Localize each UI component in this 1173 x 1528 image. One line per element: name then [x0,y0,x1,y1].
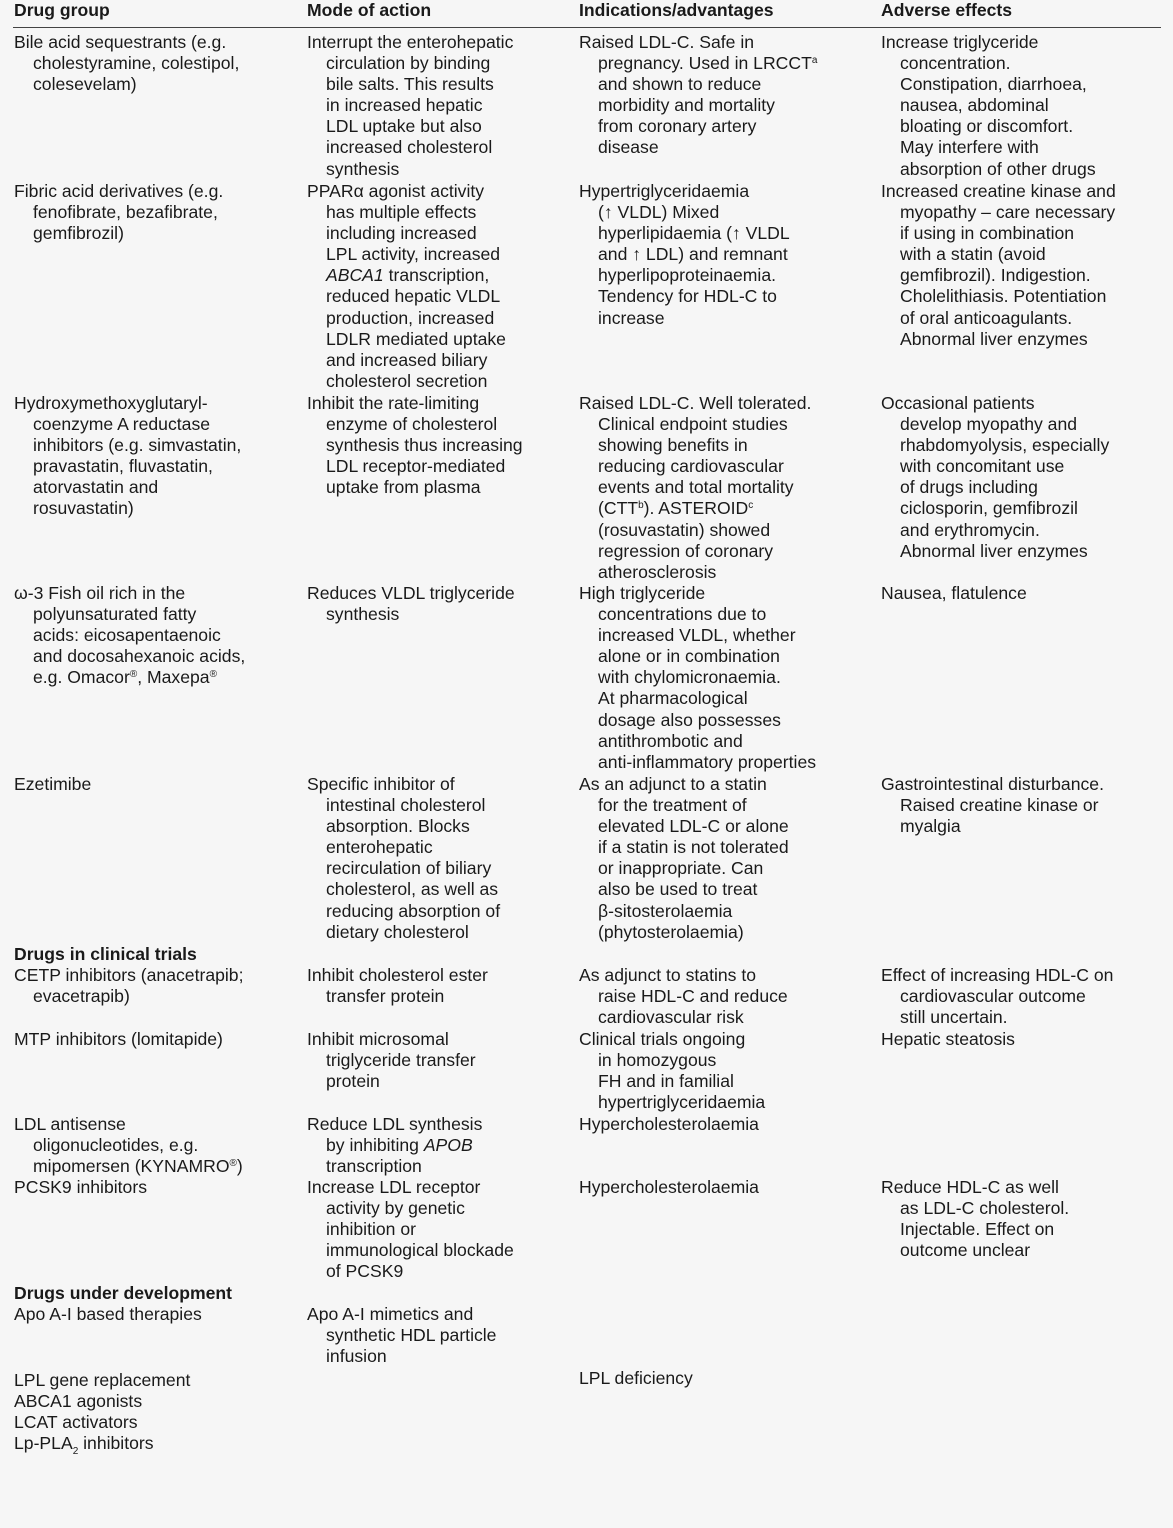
cell-line: alone or in combination [598,646,780,667]
mode-of-action-cell [307,181,572,392]
cell-line: (CTT$^b$). ASTEROID$^c$ [598,498,754,519]
drug-group-cell [14,583,299,688]
header-mode-of-action: Mode of action [307,0,432,20]
adverse-effects-cell [881,393,1166,562]
indications-cell [579,1029,874,1113]
cell-line: FH and in familial [598,1071,734,1092]
cell-line: gemfibrozil). Indigestion. [900,265,1091,286]
cell-line: disease [598,137,659,158]
cell-line: Nausea, flatulence [881,583,1027,603]
cell-line: circulation by binding [326,53,491,74]
cell-line: enzyme of cholesterol [326,414,498,435]
mode-of-action-cell [307,32,572,180]
cell-line: including increased [326,223,477,244]
footnote-marker: c [748,500,754,512]
adverse-effects-cell [881,1177,1166,1261]
mode-of-action-cell [307,965,572,1007]
cell-line: absorption. Blocks [326,816,470,837]
cell-line: Interrupt the enterohepatic [307,32,514,52]
drug-group-cell [14,1114,299,1177]
cell-line: cholesterol secretion [326,370,488,391]
cell-line: raise HDL-C and reduce [598,986,788,1007]
cell-line: if a statin is not tolerated [598,837,789,858]
cell-line: dietary cholesterol [326,921,469,942]
cell-line: showing benefits in [598,435,748,456]
cell-line: LPL activity, increased [326,244,501,265]
indications-cell [579,393,874,583]
cell-line: Abnormal liver enzymes [900,540,1088,561]
cell-line: polyunsaturated fatty [33,604,197,625]
cell-line: LCAT activators [14,1412,138,1432]
cell-line: ω-3 Fish oil rich in the [14,583,186,603]
cell-line: Raised LDL-C. Well tolerated. [579,393,812,413]
cell-line: nausea, abdominal [900,95,1049,116]
cell-line: Fibric acid derivatives (e.g. [14,181,224,201]
cell-line: acids: eicosapentaenoic [33,625,221,646]
cell-line: LDL receptor-mediated [326,456,506,477]
footnote-marker: ® [129,669,138,681]
cell-line: or inappropriate. Can [598,858,764,879]
cell-line: increased VLDL, whether [598,625,796,646]
cell-line: Increased creatine kinase and [881,181,1116,201]
cell-line: Clinical endpoint studies [598,414,788,435]
cell-line: infusion [326,1346,387,1367]
cell-line: atherosclerosis [598,561,717,582]
cell-line: inhibitors (e.g. simvastatin, [33,435,242,456]
cell-line: synthetic HDL particle [326,1325,497,1346]
cell-line: Reduce HDL-C as well [881,1177,1059,1197]
cell-line: cardiovascular risk [598,1007,744,1028]
cell-line: and shown to reduce [598,74,762,95]
cell-line: rosuvastatin) [33,498,134,519]
indications-cell [579,1368,874,1389]
adverse-effects-cell [881,181,1166,350]
cell-line: bloating or discomfort. [900,116,1074,137]
drug-group-cell [14,181,299,244]
cell-line: Abnormal liver enzymes [900,328,1088,349]
cell-line: LDL uptake but also [326,116,482,137]
indications-cell [579,965,874,1028]
cell-line: Ezetimibe [14,774,92,794]
cell-line: LDL antisense [14,1114,126,1134]
cell-line: develop myopathy and [900,414,1078,435]
cell-line: High triglyceride [579,583,706,603]
cell-line: triglyceride transfer [326,1050,476,1071]
header-adverse-effects: Adverse effects [881,0,1013,20]
cell-line: CETP inhibitors (anacetrapib; [14,965,244,985]
cell-line: PCSK9 inhibitors [14,1177,147,1197]
cell-line: synthesis thus increasing [326,435,523,456]
cell-line: PPARα agonist activity [307,181,485,201]
cell-line: atorvastatin and [33,477,159,498]
drug-group-cell [14,1370,299,1391]
cell-line: activity by genetic [326,1198,465,1219]
cell-line: Inhibit the rate-limiting [307,393,480,413]
drug-group-cell [14,1391,299,1412]
cell-line: cholestyramine, colestipol, [33,53,240,74]
cell-line: synthesis [326,604,400,625]
cell-line: LDLR mediated uptake [326,328,506,349]
drug-group-cell [14,1304,299,1325]
drug-group-cell [14,1433,299,1457]
cell-line: reducing cardiovascular [598,456,784,477]
cell-line: Raised LDL-C. Safe in [579,32,755,52]
cell-line: synthesis [326,158,400,179]
cell-line: anti-inflammatory properties [598,751,817,772]
mode-of-action-cell [307,1029,572,1092]
cell-line: Apo A-I based therapies [14,1304,202,1324]
cell-line: and ↑ LDL) and remnant [598,244,788,265]
cell-line: Increase LDL receptor [307,1177,481,1197]
mode-of-action-cell [307,1114,572,1177]
indications-cell [579,181,874,329]
cell-line: Hypercholesterolaemia [579,1177,759,1197]
cell-line: bile salts. This results [326,74,494,95]
cell-line: in increased hepatic [326,95,483,116]
footnote-marker: ® [229,1158,237,1170]
cell-line: of oral anticoagulants. [900,307,1073,328]
gene-name: APOB [423,1135,473,1156]
cell-line: Clinical trials ongoing [579,1029,746,1049]
indications-cell [579,32,874,159]
cell-line: LPL gene replacement [14,1370,191,1390]
cell-line: increase [598,307,665,328]
cell-line: as LDL-C cholesterol. [900,1198,1070,1219]
footnote-marker: b [638,500,644,512]
cell-line: and erythromycin. [900,519,1040,540]
cell-line: e.g. Omacor®, Maxepa® [33,667,217,688]
gene-name: ABCA1 [326,265,384,286]
cell-line: production, increased [326,307,495,328]
cell-line: Occasional patients [881,393,1035,413]
cell-line: with concomitant use [900,456,1065,477]
cell-line: hyperlipoproteinaemia. [598,265,776,286]
cell-line: Inhibit microsomal [307,1029,449,1049]
section-heading-under-development: Drugs under development [14,1283,232,1303]
cell-line: absorption of other drugs [900,158,1096,179]
cell-line: pregnancy. Used in LRCCT$^a$ [598,53,818,74]
adverse-effects-cell [881,32,1166,180]
cell-line: of drugs including [900,477,1038,498]
cell-line: Specific inhibitor of [307,774,455,794]
cell-line: cholesterol, as well as [326,879,499,900]
cell-line: uptake from plasma [326,477,481,498]
cell-line: reduced hepatic VLDL [326,286,501,307]
cell-line: if using in combination [900,223,1075,244]
header-indications: Indications/advantages [579,0,774,20]
cell-line: increased cholesterol [326,137,493,158]
drug-group-cell [14,1029,299,1050]
cell-line: with chylomicronaemia. [598,667,781,688]
drug-group-cell [14,32,299,95]
cell-line: fenofibrate, bezafibrate, [33,202,218,223]
cell-line: dosage also possesses [598,709,781,730]
cell-line: Injectable. Effect on [900,1219,1055,1240]
cell-line: gemfibrozil) [33,223,124,244]
cell-line: elevated LDL-C or alone [598,816,789,837]
cell-line: still uncertain. [900,1007,1008,1028]
adverse-effects-cell [881,583,1166,604]
cell-line: intestinal cholesterol [326,795,486,816]
cell-line: MTP inhibitors (lomitapide) [14,1029,223,1049]
mode-of-action-cell [307,393,572,498]
cell-line: enterohepatic [326,837,433,858]
cell-line: hypertriglyceridaemia [598,1092,766,1113]
cell-line: Apo A-I mimetics and [307,1304,474,1324]
cell-line: Hypercholesterolaemia [579,1114,759,1134]
indications-cell [579,1177,874,1198]
cell-line: hyperlipidaemia (↑ VLDL [598,223,790,244]
mode-of-action-cell [307,583,572,625]
cell-line: Inhibit cholesterol ester [307,965,488,985]
cell-line: Hepatic steatosis [881,1029,1015,1049]
adverse-effects-cell [881,1029,1166,1050]
cell-line: by inhibiting APOB [326,1135,473,1156]
cell-line: concentration. [900,53,1011,74]
cell-line: Constipation, diarrhoea, [900,74,1087,95]
drug-group-cell [14,774,299,795]
cell-line: oligonucleotides, e.g. [33,1135,199,1156]
cell-line: colesevelam) [33,74,137,95]
cell-line: ciclosporin, gemfibrozil [900,498,1078,519]
cell-line: recirculation of biliary [326,858,492,879]
cell-line: morbidity and mortality [598,95,775,116]
header-rule [13,27,1161,28]
cell-line: ABCA1 agonists [14,1391,143,1411]
table-header [0,0,1173,28]
drug-group-cell [14,965,299,1007]
cell-line: of PCSK9 [326,1261,404,1282]
cell-line: outcome unclear [900,1240,1031,1261]
cell-line: transfer protein [326,986,445,1007]
mode-of-action-cell [307,1304,572,1367]
drug-group-cell [14,1177,299,1198]
cell-line: antithrombotic and [598,730,743,751]
cell-line: mipomersen (KYNAMRO®) [33,1156,243,1177]
cell-line: (rosuvastatin) showed [598,519,771,540]
cell-line: concentrations due to [598,604,767,625]
cell-line: evacetrapib) [33,986,130,1007]
cell-line: Bile acid sequestrants (e.g. [14,32,227,52]
cell-line: Increase triglyceride [881,32,1039,52]
cell-line: and increased biliary [326,349,488,370]
cell-line: coenzyme A reductase [33,414,211,435]
header-drug-group: Drug group [14,0,110,20]
cell-line: $Lp-PLA_2$ inhibitors [14,1433,154,1457]
cell-line: from coronary artery [598,116,757,137]
cell-line: Hypertriglyceridaemia [579,181,750,201]
cell-line: has multiple effects [326,202,477,223]
cell-line: for the treatment of [598,795,747,816]
adverse-effects-cell [881,965,1166,1028]
cell-line: (↑ VLDL) Mixed [598,202,720,223]
cell-line: immunological blockade [326,1240,514,1261]
subscript: 2 [72,1446,79,1457]
cell-line: events and total mortality [598,477,794,498]
footnote-marker: a [811,55,818,67]
cell-line: β-sitosterolaemia [598,900,733,921]
cell-line: regression of coronary [598,540,774,561]
cell-line: pravastatin, fluvastatin, [33,456,213,477]
cell-line: At pharmacological [598,688,748,709]
cell-line: Hydroxymethoxyglutaryl- [14,393,208,413]
cell-line: myopathy – care necessary [900,202,1116,223]
cell-line: also be used to treat [598,879,758,900]
cell-line: Cholelithiasis. Potentiation [900,286,1107,307]
cell-line: protein [326,1071,380,1092]
cell-line: reducing absorption of [326,900,501,921]
cell-line: Gastrointestinal disturbance. [881,774,1104,794]
cell-line: cardiovascular outcome [900,986,1086,1007]
cell-line: transcription [326,1156,422,1177]
drug-group-cell [14,1412,299,1433]
indications-cell [579,774,874,943]
cell-line: Tendency for HDL-C to [598,286,777,307]
cell-line: As an adjunct to a statin [579,774,767,794]
footnote-marker: ® [209,669,217,681]
cell-line: inhibition or [326,1219,416,1240]
indications-cell [579,1114,874,1135]
cell-line: Raised creatine kinase or [900,795,1099,816]
indications-cell [579,583,874,773]
adverse-effects-cell [881,774,1166,837]
cell-line: (phytosterolaemia) [598,921,744,942]
cell-line: myalgia [900,816,961,837]
section-heading-clinical-trials: Drugs in clinical trials [14,944,197,964]
cell-line: As adjunct to statins to [579,965,757,985]
cell-line: in homozygous [598,1050,717,1071]
cell-line: LPL deficiency [579,1368,693,1388]
cell-line: Effect of increasing HDL-C on [881,965,1114,985]
cell-line: May interfere with [900,137,1039,158]
cell-line: with a statin (avoid [900,244,1046,265]
cell-line: ABCA1 transcription, [326,265,490,286]
mode-of-action-cell [307,774,572,943]
cell-line: Reduce LDL synthesis [307,1114,483,1134]
cell-line: and docosahexanoic acids, [33,646,246,667]
drug-group-cell [14,393,299,520]
cell-line: rhabdomyolysis, especially [900,435,1110,456]
mode-of-action-cell [307,1177,572,1282]
cell-line: Reduces VLDL triglyceride [307,583,515,603]
